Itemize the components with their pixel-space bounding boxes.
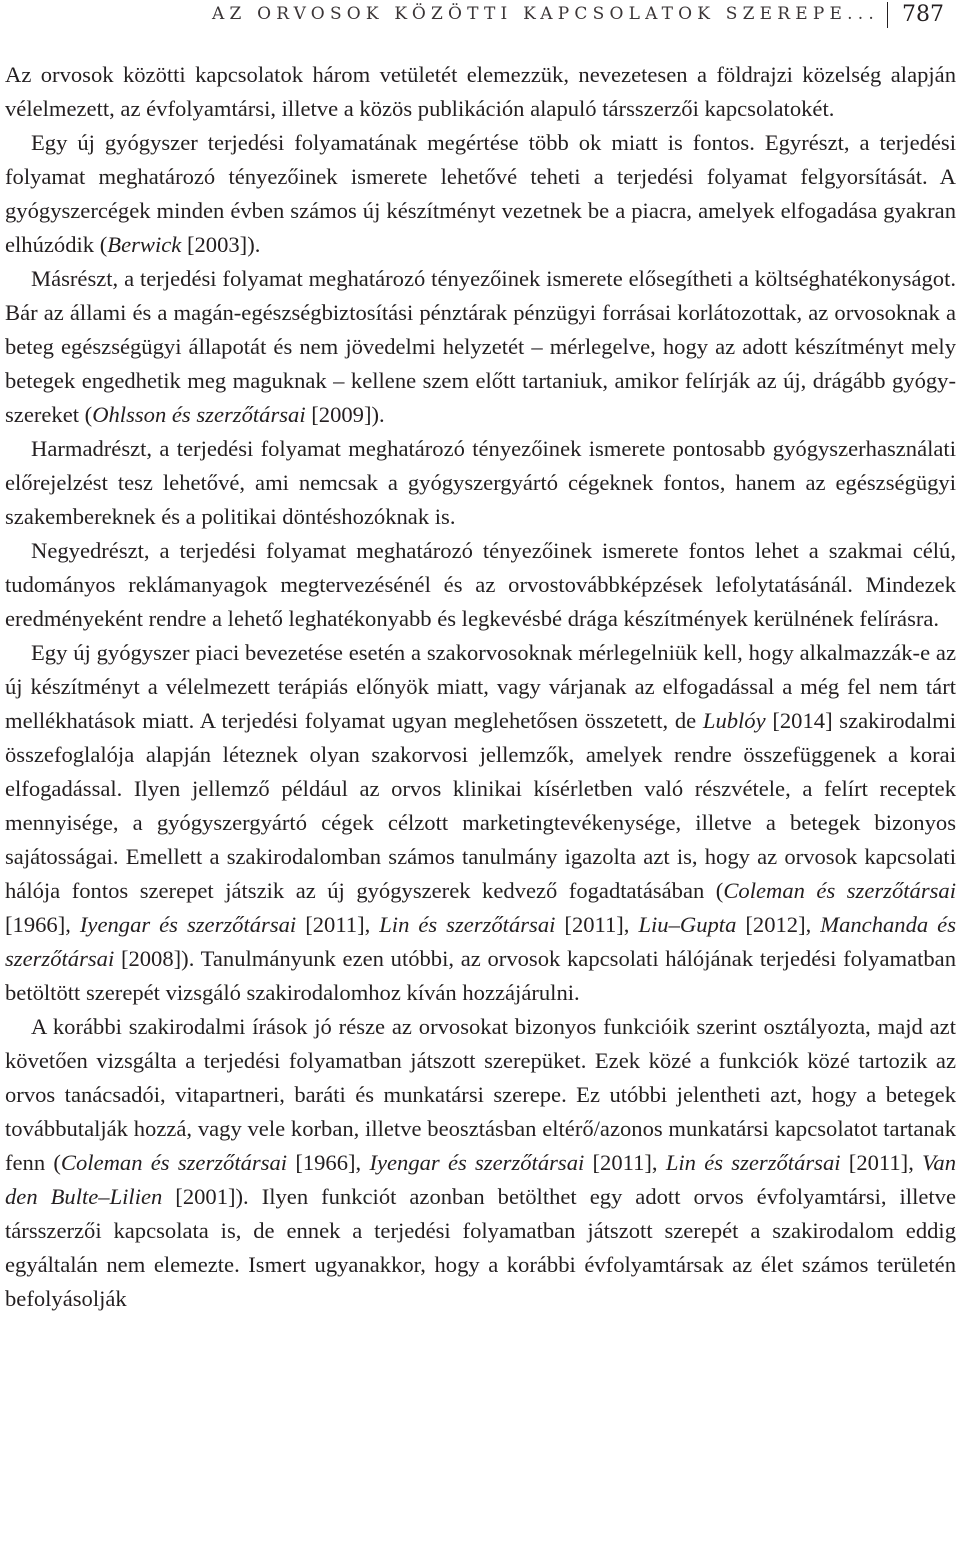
citation-text: Ohlsson és szerzőtársai [92, 402, 306, 427]
citation-text: Berwick [107, 232, 182, 257]
paragraph [5, 1010, 956, 1316]
paragraph [5, 58, 956, 126]
paragraph [5, 432, 956, 534]
paragraph-text: [2001]). Ilyen funkciót azonban betölthet egy adott orvos évfolyamtársi, illetve társszerzői kapcsolata is, de ennek a terjedési folyamatban játszott szerepét a szakirodalom eddig egyáltalán nem elemezte. Ismert ugyanakkor, hogy a korábbi évfolyamtársak az élet számos területén befolyásolják [5, 1184, 956, 1311]
paragraph-text: [2009]). [305, 402, 385, 427]
citation-text: Iyengar és szerzőtársai [79, 912, 297, 937]
citation-text: Iyengar és szerzőtársai [369, 1150, 585, 1175]
body-text [5, 58, 956, 1316]
citation-text: Liu–Gupta [638, 912, 737, 937]
paragraph-text: [2014] szakirodalmi összefoglalója alapján léteznek olyan szakorvosi jellemzők, amelyek rendre összefüggenek a korai elfogadással. Ilyen jellemző például az orvos klinikai kísérletben való részvétele, a felírt receptek mennyisége, a gyógyszergyártó cégek célzott marketingtevékenysége, illetve a betegek bizonyos sajátosságai. Emellett a szakirodalomban számos tanulmány igazolta azt is, hogy az orvosok kapcsolati hálója fontos szerepet játszik az új gyógyszerek kedvező fogadtatásában ( [5, 708, 957, 903]
running-title: AZ ORVOSOK KÖZÖTTI KAPCSOLATOK SZEREPE... [212, 4, 879, 24]
paragraph-text: Az orvosok közötti kapcsolatok három vetületét elemezzük, nevezetesen a földrajzi közelség alapján vélelmezett, az évfolyamtársi, illetve a közös publikáción alapuló társszerzői kapcsolatokét. [5, 62, 956, 121]
citation-text: Lin és szerzőtársai [379, 912, 556, 937]
paragraph-text: [2008]). Tanulmányunk ezen utóbbi, az orvosok kapcsolati hálójának terjedési folyamatban betöltött szerepét vizsgáló szakirodalomhoz kíván hozzájárulni. [5, 946, 956, 1005]
running-header [0, 2, 960, 32]
citation-text: Manchanda és szerzőtársai [5, 912, 956, 971]
paragraph [5, 534, 956, 636]
paragraph-text: Negyedrészt, a terjedési folyamat meghatározó tényezőinek ismerete fontos lehet a szakmai célú, tudományos reklámanyagok megtervezésénél és az orvostovábbképzések lefolytatásánál. Mindezek eredményeként rendre a lehető leghatékonyabb és legkevésbé drága készítmények kerülnének felírásra. [5, 538, 956, 631]
paragraph-text: [2012], [736, 912, 821, 937]
citation-text: Coleman és szerzőtársai [723, 878, 956, 903]
paragraph [5, 126, 956, 262]
citation-text: Lublóy [702, 708, 766, 733]
paragraph [5, 262, 956, 432]
header-divider [887, 2, 888, 28]
paragraph-text: [1966], [287, 1150, 370, 1175]
page-number: 787 [902, 2, 944, 27]
paragraph-text: [2011], [840, 1150, 923, 1175]
paragraph-text: [2011], [296, 912, 380, 937]
citation-text: Lin és szerzőtársai [665, 1150, 841, 1175]
paragraph-text: Egy új gyógyszer terjedési folyamatának megértése több ok miatt is fontos. Egyrészt, a terjedési folyamat meghatározó tényezőinek ismerete lehetővé teheti a terjedési folyamat felgyorsítását. A gyógyszercégek minden évben számos új készítményt vezetnek be a piacra, amelyek elfogadása gyakran elhúzódik ( [5, 130, 956, 257]
paragraph-text: Harmadrészt, a terjedési folyamat meghatározó tényezőinek ismerete pontosabb gyógyszerhasználati előrejelzést tesz lehetővé, ami nemcsak a gyógyszergyártó cégeknek fontos, hanem az egészségügyi szakembereknek és a politikai döntéshozóknak is. [5, 436, 956, 529]
paragraph-text: [2003]). [181, 232, 261, 257]
paragraph-text: [1966], [5, 912, 80, 937]
citation-text: Van den Bulte–Lilien [5, 1150, 956, 1209]
paragraph-text: [2011], [555, 912, 639, 937]
paragraph-text: Másrészt, a terjedési folyamat meghatározó tényezőinek ismerete elősegítheti a költséghatékonyságot. Bár az állami és a magán-egészségbiztosítási pénztárak pénzügyi forrásai korlátozottak, az orvosoknak a beteg egészségügyi állapotát és nem jövedelmi helyzetét – mérlegelve, hogy az adott készítményt mely betegek engedhetik meg maguknak – kellene szem előtt tartaniuk, amikor felírják az új, drágább gyógyszereket ( [5, 266, 956, 427]
paragraph-text: Egy új gyógyszer piaci bevezetése esetén a szakorvosoknak mérlegelniük kell, hogy alkalmazzák-e az új készítményt a vélelmezett terápiás előnyök miatt, vagy várjanak az elfogadással a még fel nem tárt mellékhatások miatt. A terjedési folyamat ugyan meglehetősen összetett, de [5, 640, 956, 733]
paragraph [5, 636, 956, 1010]
citation-text: Coleman és szerzőtársai [60, 1150, 288, 1175]
paragraph-text: [2011], [584, 1150, 666, 1175]
paragraph-text: A korábbi szakirodalmi írások jó része az orvosokat bizonyos funkcióik szerint osztályozta, majd azt követően vizsgálta a terjedési folyamatban játszott szerepüket. Ezek közé a funkciók közé tartozik az orvos tanácsadói, vitapartneri, baráti és munkatársi szerepe. Ez utóbbi jelentheti azt, hogy a betegek továbbutalják hozzá, vagy vele korban, illetve beosztásban eltérő/azonos munkatársi kapcsolatot tartanak fenn ( [5, 1014, 956, 1175]
